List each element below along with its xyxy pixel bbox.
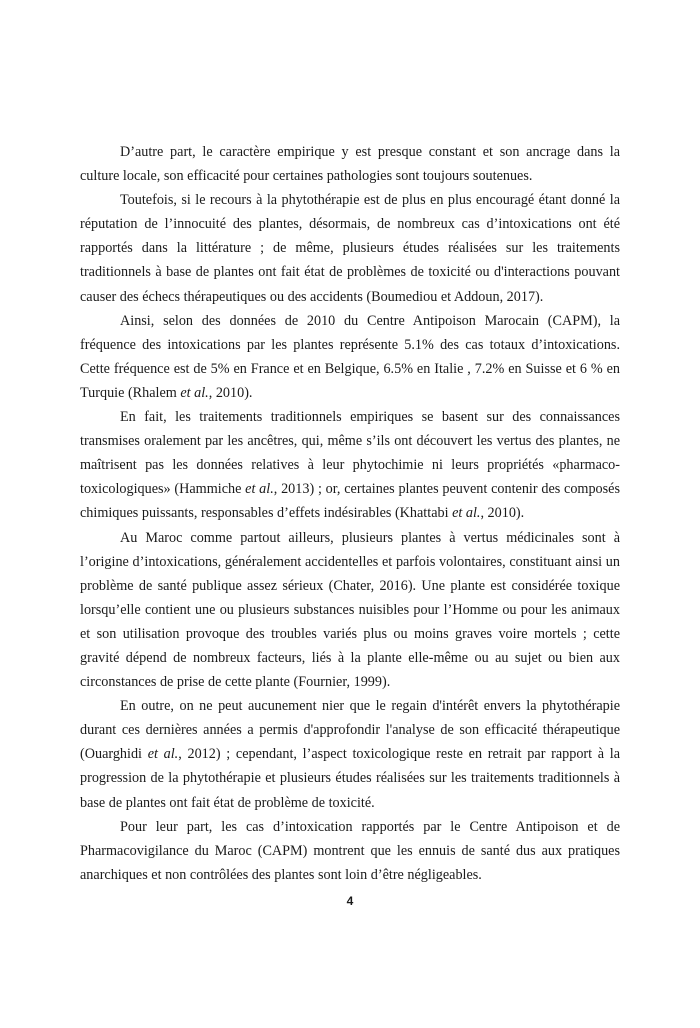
- text-run: En fait, les traitements traditionnels empiriques se basent sur des connaissances transmises oralement par les ancêtres, qui, même s’ils ont découvert les vertus des plantes, ne maîtrisent pas les données relatives à leur phytochimie ni leurs propriétés «pharmaco-toxicologiques» (Hammiche: [80, 409, 620, 498]
- text-run: Au Maroc comme partout ailleurs, plusieurs plantes à vertus médicinales sont à l’origine d’intoxications, généralement accidentelles et parfois volontaires, constituant ainsi un problème de santé publique assez sérieux (Chater, 2016). Une plante est considérée toxique lorsqu’elle contient une ou plusieurs substances nuisibles pour l’Homme ou pour les animaux et son utilisation provoque des troubles variés plus ou moins graves voire mortels ; cette gravité dépend de nombreux facteurs, liés à la plante elle-même ou au sujet ou bien aux circonstances de prise de cette plante (Fournier, 1999).: [80, 529, 620, 691]
- text-run: D’autre part, le caractère empirique y est presque constant et son ancrage dans la culture locale, son efficacité pour certaines pathologies sont toujours soutenues.: [80, 144, 620, 185]
- paragraph: [80, 815, 620, 887]
- page-number: 4: [346, 894, 354, 908]
- paragraph: [80, 140, 620, 188]
- body-text: [80, 140, 620, 887]
- text-run: Toutefois, si le recours à la phytothérapie est de plus en plus encouragé étant donné la réputation de l’innocuité des plantes, désormais, de nombreux cas d’intoxications ont été rapportés dans la littérature ; de même, plusieurs études réalisées sur les traitements traditionnels à base de plantes ont fait état de problèmes de toxicité ou d'interactions pouvant causer des échecs thérapeutiques ou des accidents (Boumediou et Addoun, 2017).: [80, 192, 620, 305]
- paragraph: [80, 188, 620, 308]
- text-run: , 2010).: [208, 384, 253, 401]
- text-run: , 2012) ; cependant, l’aspect toxicologique reste en retrait par rapport à la progression de la phytothérapie et plusieurs études réalisées sur les traitements traditionnels à base de plantes ont fait état de problème de toxicité.: [80, 746, 621, 811]
- italic-text: et al.: [180, 384, 209, 401]
- italic-text: et al.: [245, 481, 274, 498]
- paragraph: [80, 526, 620, 695]
- text-run: En outre, on ne peut aucunement nier que le regain d'intérêt envers la phytothérapie durant ces dernières années a permis d'approfondir l'analyse de son efficacité thérapeutique (Ouarghidi: [80, 698, 620, 763]
- italic-text: et al.: [147, 746, 179, 763]
- paragraph: [80, 309, 620, 405]
- italic-text: et al.: [452, 505, 481, 522]
- text-run: Pour leur part, les cas d’intoxication rapportés par le Centre Antipoison et de Pharmacovigilance du Maroc (CAPM) montrent que les ennuis de santé dus aux pratiques anarchiques et non contrôlées des plantes sont loin d’être négligeables.: [80, 818, 620, 883]
- text-run: , 2010).: [480, 505, 525, 522]
- text-run: , 2013) ; or, certaines plantes peuvent contenir des composés chimiques puissants, responsables d’effets indésirables (Khattabi: [80, 481, 620, 522]
- text-run: Ainsi, selon des données de 2010 du Centre Antipoison Marocain (CAPM), la fréquence des intoxications par les plantes représente 5.1% des cas totaux d’intoxications. Cette fréquence est de 5% en France et en Belgique, 6.5% en Italie , 7.2% en Suisse et 6 % en Turquie (Rhalem: [80, 312, 620, 401]
- paragraph: [80, 694, 620, 814]
- paragraph: [80, 405, 620, 525]
